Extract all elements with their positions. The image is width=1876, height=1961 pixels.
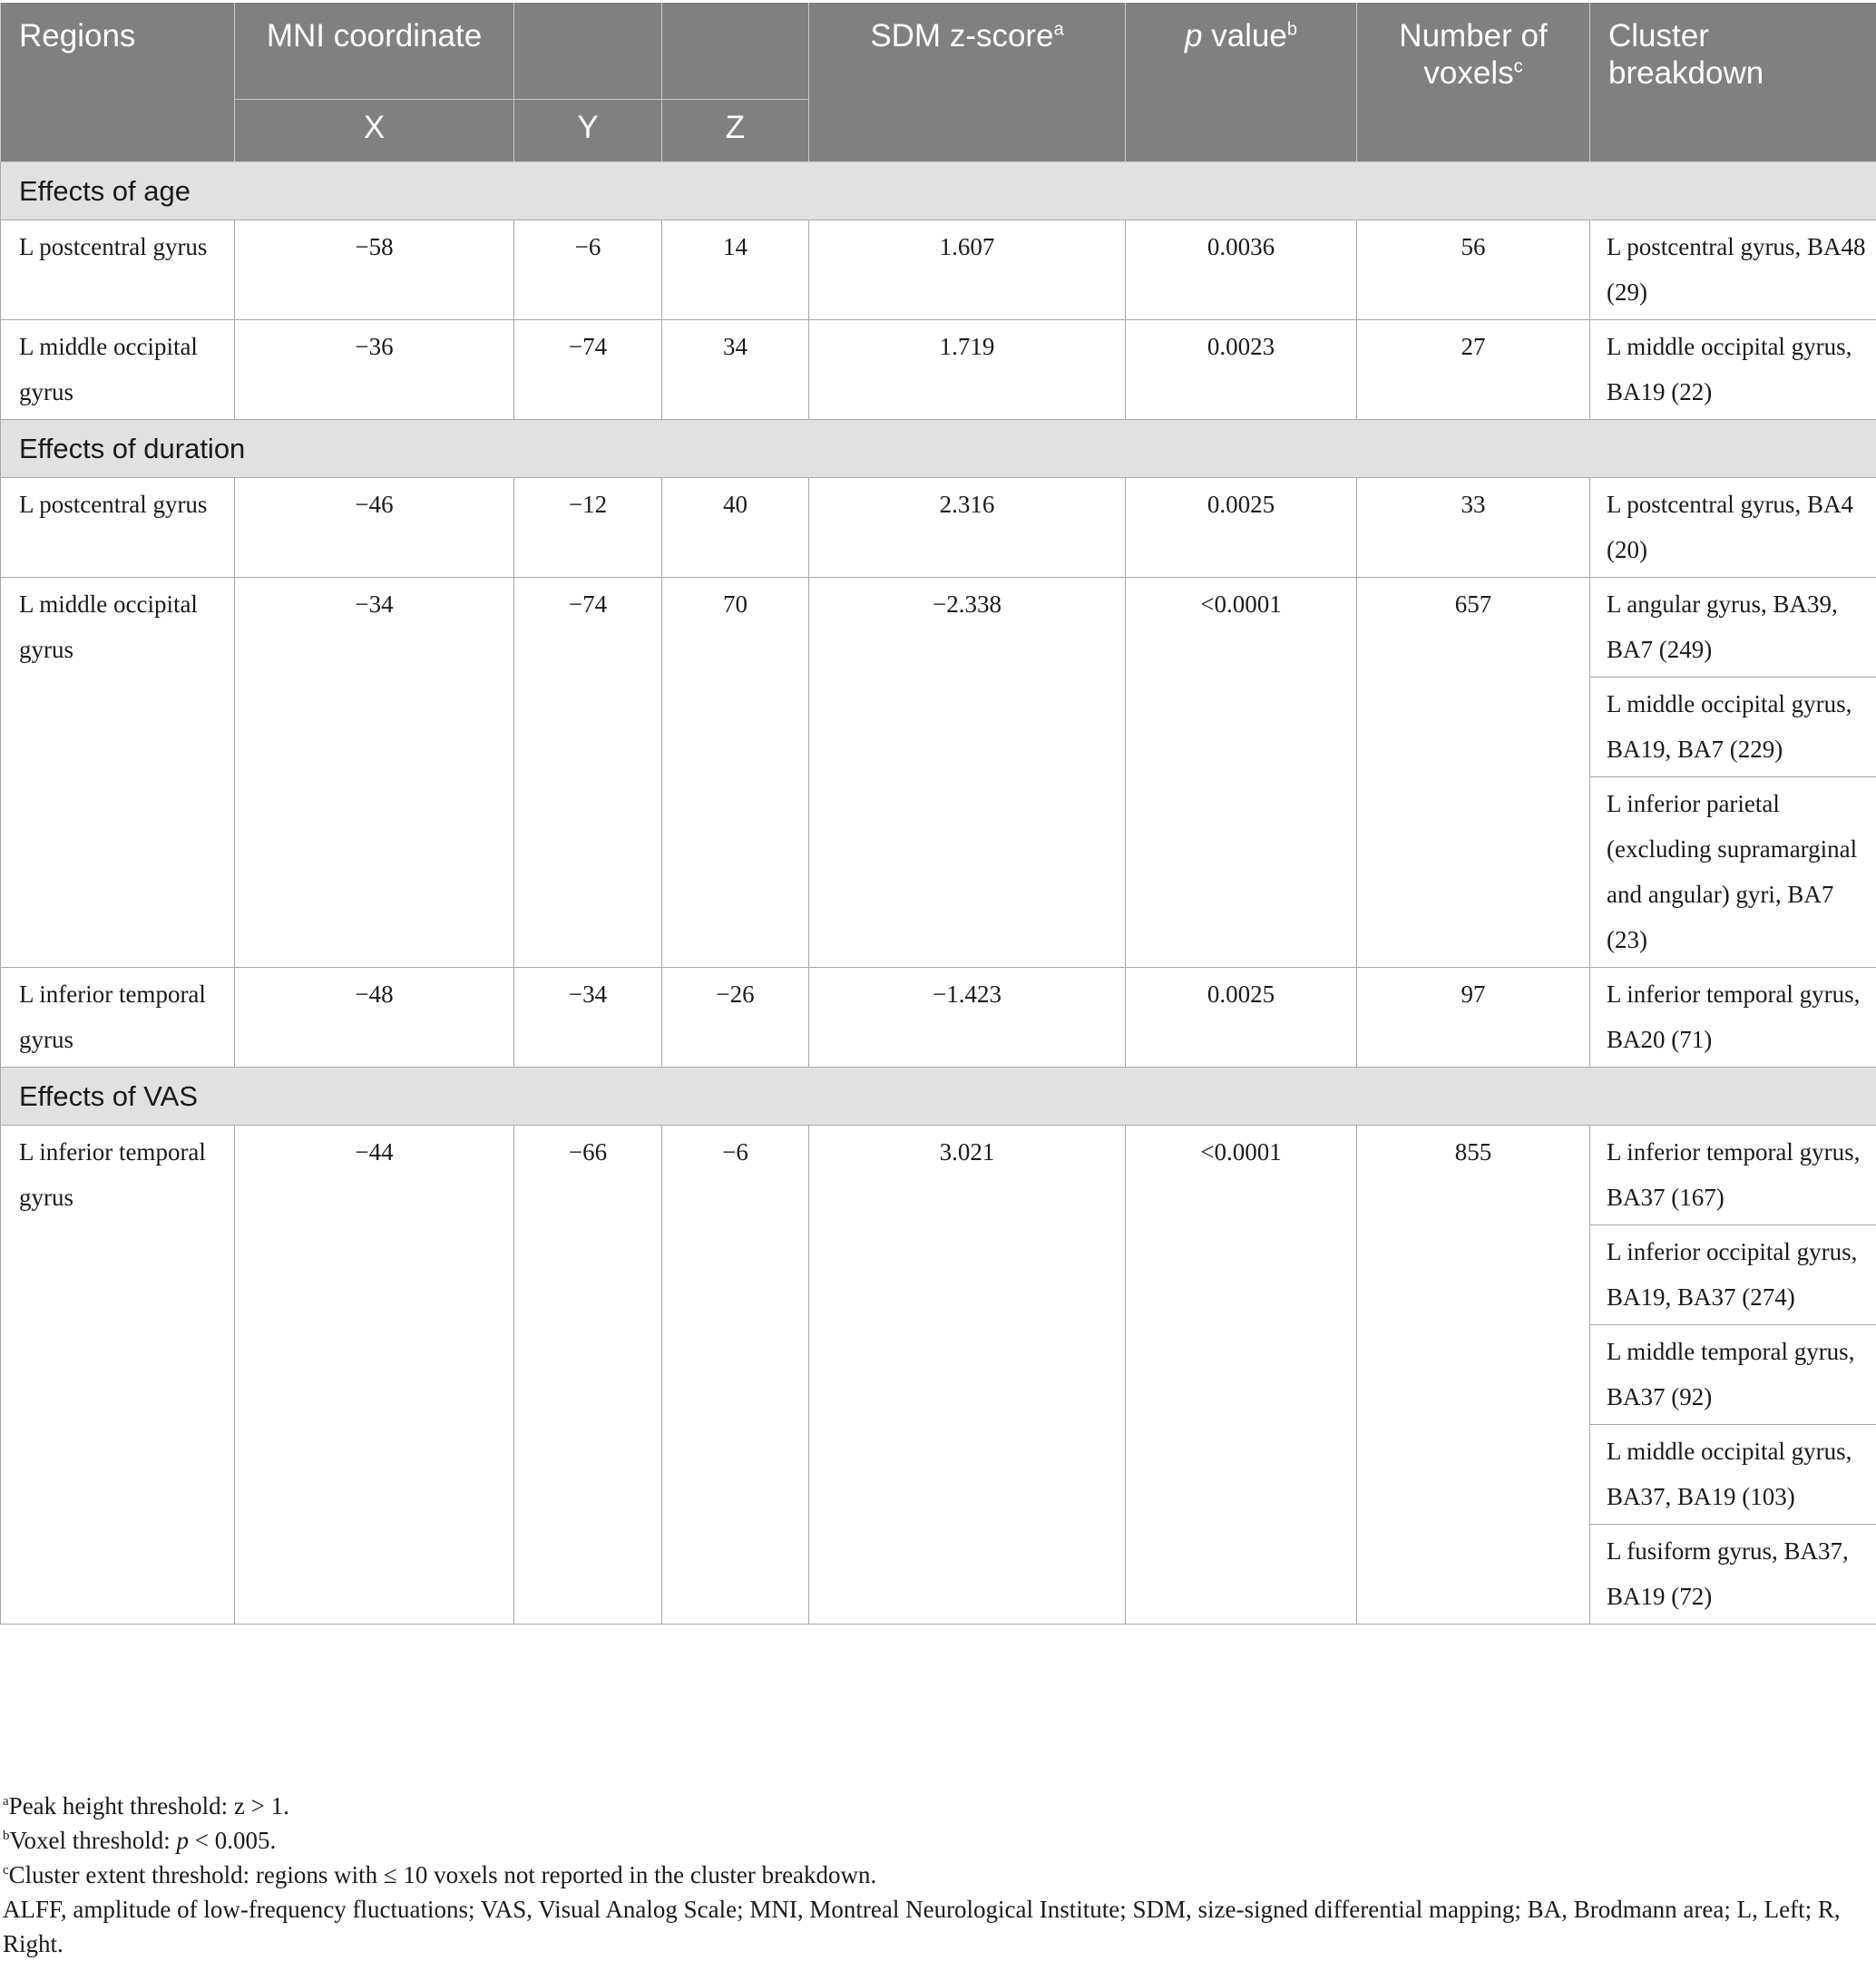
table-row xyxy=(1,478,1876,578)
mni-y-cell: −74 xyxy=(514,578,662,968)
sdm-z-score-cell: −2.338 xyxy=(809,578,1126,968)
header-regions: Regions xyxy=(1,3,235,162)
voxel-count-cell: 33 xyxy=(1357,478,1590,578)
mni-y-cell: −34 xyxy=(514,968,662,1068)
voxel-count-cell: 56 xyxy=(1357,220,1590,320)
mni-y-cell: −6 xyxy=(514,220,662,320)
results-table-container xyxy=(0,3,1876,1624)
mni-z-cell: 40 xyxy=(662,478,809,578)
sdm-z-score-cell: 1.719 xyxy=(809,320,1126,420)
mni-x-cell: −46 xyxy=(235,478,514,578)
region-cell: L inferior temporal gyrus xyxy=(1,968,235,1068)
cluster-breakdown-cell: L middle occipital gyrus, BA19 (22) xyxy=(1590,320,1876,420)
region-cell: L middle occipital gyrus xyxy=(1,578,235,968)
sdm-z-score-cell: −1.423 xyxy=(809,968,1126,1068)
table-body xyxy=(1,162,1876,1624)
table-footnotes xyxy=(3,1789,1871,1961)
section-title: Effects of age xyxy=(1,162,1876,220)
cluster-breakdown-cell: L angular gyrus, BA39, BA7 (249) xyxy=(1590,578,1876,678)
mni-z-cell: −26 xyxy=(662,968,809,1068)
region-cell: L inferior temporal gyrus xyxy=(1,1126,235,1624)
header-voxels: Number of voxels$^c$ xyxy=(1357,3,1590,162)
p-value-cell: <0.0001 xyxy=(1126,1126,1357,1624)
header-p-value: p value$^b$ xyxy=(1126,3,1357,162)
mni-y-cell: −66 xyxy=(514,1126,662,1624)
results-table xyxy=(0,3,1876,1624)
table-row xyxy=(1,578,1876,678)
header-empty-z xyxy=(662,3,809,100)
p-value-cell: 0.0025 xyxy=(1126,478,1357,578)
table-row xyxy=(1,968,1876,1068)
p-value-cell: 0.0023 xyxy=(1126,320,1357,420)
voxel-count-cell: 27 xyxy=(1357,320,1590,420)
cluster-breakdown-cell: L middle occipital gyrus, BA19, BA7 (229) xyxy=(1590,678,1876,777)
table-row xyxy=(1,1126,1876,1225)
p-value-cell: <0.0001 xyxy=(1126,578,1357,968)
p-value-cell: 0.0036 xyxy=(1126,220,1357,320)
header-cluster: Cluster breakdown xyxy=(1590,3,1876,162)
sdm-z-score-cell: 1.607 xyxy=(809,220,1126,320)
section-row xyxy=(1,420,1876,478)
mni-z-cell: 14 xyxy=(662,220,809,320)
header-empty-y xyxy=(514,3,662,100)
mni-y-cell: −12 xyxy=(514,478,662,578)
sdm-z-score-cell: 2.316 xyxy=(809,478,1126,578)
mni-x-cell: −58 xyxy=(235,220,514,320)
table-row xyxy=(1,220,1876,320)
voxel-count-cell: 97 xyxy=(1357,968,1590,1068)
p-value-cell: 0.0025 xyxy=(1126,968,1357,1068)
voxel-count-cell: 657 xyxy=(1357,578,1590,968)
cluster-breakdown-cell: L postcentral gyrus, BA48 (29) xyxy=(1590,220,1876,320)
cluster-breakdown-cell: L inferior parietal (excluding supramarginal and angular) gyri, BA7 (23) xyxy=(1590,777,1876,968)
voxel-count-cell: 855 xyxy=(1357,1126,1590,1624)
header-mni: MNI coordinate xyxy=(235,3,514,100)
region-cell: L middle occipital gyrus xyxy=(1,320,235,420)
mni-y-cell: −74 xyxy=(514,320,662,420)
header-y: Y xyxy=(514,100,662,162)
cluster-breakdown-cell: L inferior temporal gyrus, BA37 (167) xyxy=(1590,1126,1876,1225)
table-row xyxy=(1,320,1876,420)
footnote-abbreviations: ALFF, amplitude of low-frequency fluctuations; VAS, Visual Analog Scale; MNI, Montreal Neurological Institute; SDM, size-signed differential mapping; BA, Brodmann area; L, Left; R, Right. xyxy=(3,1892,1871,1961)
cluster-breakdown-cell: L middle occipital gyrus, BA37, BA19 (103) xyxy=(1590,1425,1876,1525)
footnote-c: $^c$Cluster extent threshold: regions with ≤ 10 voxels not reported in the cluster breakdown. xyxy=(3,1858,1871,1892)
cluster-breakdown-cell: L inferior temporal gyrus, BA20 (71) xyxy=(1590,968,1876,1068)
section-title: Effects of VAS xyxy=(1,1068,1876,1126)
header-sdm: SDM z-score$^a$ xyxy=(809,3,1126,162)
header-z: Z xyxy=(662,100,809,162)
section-row xyxy=(1,162,1876,220)
sdm-z-score-cell: 3.021 xyxy=(809,1126,1126,1624)
mni-z-cell: −6 xyxy=(662,1126,809,1624)
cluster-breakdown-cell: L fusiform gyrus, BA37, BA19 (72) xyxy=(1590,1525,1876,1624)
header-x: X xyxy=(235,100,514,162)
mni-z-cell: 34 xyxy=(662,320,809,420)
footnote-a: $^a$Peak height threshold: z > 1. xyxy=(3,1789,1871,1823)
cluster-breakdown-cell: L inferior occipital gyrus, BA19, BA37 (274) xyxy=(1590,1225,1876,1325)
mni-x-cell: −48 xyxy=(235,968,514,1068)
table-header xyxy=(1,3,1876,162)
region-cell: L postcentral gyrus xyxy=(1,220,235,320)
cluster-breakdown-cell: L postcentral gyrus, BA4 (20) xyxy=(1590,478,1876,578)
footnote-b: $^b$Voxel threshold: p < 0.005. xyxy=(3,1823,1871,1858)
mni-z-cell: 70 xyxy=(662,578,809,968)
section-row xyxy=(1,1068,1876,1126)
mni-x-cell: −36 xyxy=(235,320,514,420)
mni-x-cell: −34 xyxy=(235,578,514,968)
cluster-breakdown-cell: L middle temporal gyrus, BA37 (92) xyxy=(1590,1325,1876,1425)
region-cell: L postcentral gyrus xyxy=(1,478,235,578)
section-title: Effects of duration xyxy=(1,420,1876,478)
mni-x-cell: −44 xyxy=(235,1126,514,1624)
